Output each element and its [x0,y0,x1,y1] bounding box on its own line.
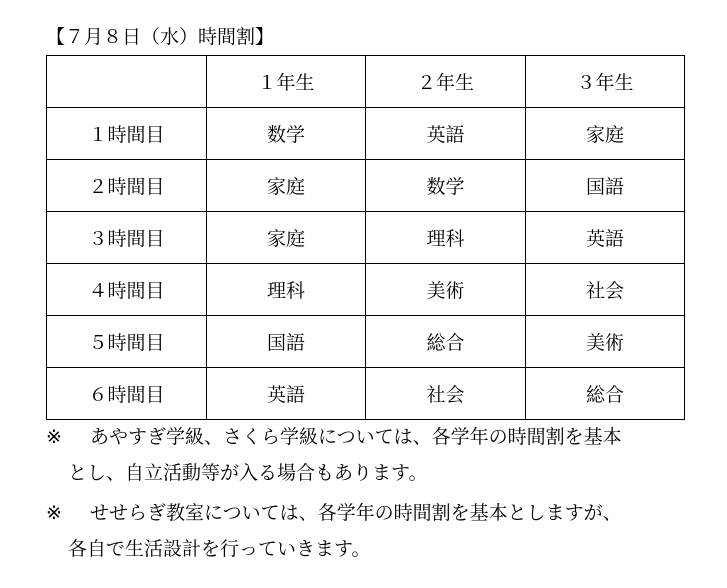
subject-cell: 英語 [366,108,526,160]
period-label: ３時間目 [47,212,207,264]
table-row [47,316,685,368]
timetable [46,55,685,420]
header-grade-1: １年生 [207,56,366,108]
period-label: ２時間目 [47,160,207,212]
subject-cell: 国語 [207,316,366,368]
subject-cell: 理科 [207,264,366,316]
table-row [47,212,685,264]
header-corner-cell [47,56,207,108]
subject-cell: 国語 [526,160,685,212]
note-2-mark: ※ [46,502,62,524]
subject-cell: 家庭 [207,212,366,264]
subject-cell: 英語 [207,368,366,420]
table-row [47,108,685,160]
subject-cell: 家庭 [526,108,685,160]
period-label: ４時間目 [47,264,207,316]
header-grade-2: ２年生 [366,56,526,108]
note-2-line-2: 各自で生活設計を行っていきます。 [68,538,371,560]
subject-cell: 総合 [526,368,685,420]
table-row [47,368,685,420]
note-1-line-1 [46,423,622,451]
subject-cell: 理科 [366,212,526,264]
note-2-line-1 [46,499,622,527]
table-row [47,264,685,316]
subject-cell: 美術 [366,264,526,316]
note-2-text: せせらぎ教室については、各学年の時間割を基本としますが、 [90,502,622,524]
subject-cell: 美術 [526,316,685,368]
subject-cell: 家庭 [207,160,366,212]
subject-cell: 社会 [526,264,685,316]
page-title: 【７月８日（水）時間割】 [46,26,275,48]
period-label: ５時間目 [47,316,207,368]
subject-cell: 社会 [366,368,526,420]
table-header-row [47,56,685,108]
table-row [47,160,685,212]
subject-cell: 数学 [207,108,366,160]
subject-cell: 総合 [366,316,526,368]
note-1-line-2: とし、自立活動等が入る場合もあります。 [68,462,428,484]
note-1-mark: ※ [46,426,62,448]
period-label: ６時間目 [47,368,207,420]
period-label: １時間目 [47,108,207,160]
subject-cell: 数学 [366,160,526,212]
note-1-text: あやすぎ学級、さくら学級については、各学年の時間割を基本 [90,426,622,448]
subject-cell: 英語 [526,212,685,264]
header-grade-3: ３年生 [526,56,685,108]
